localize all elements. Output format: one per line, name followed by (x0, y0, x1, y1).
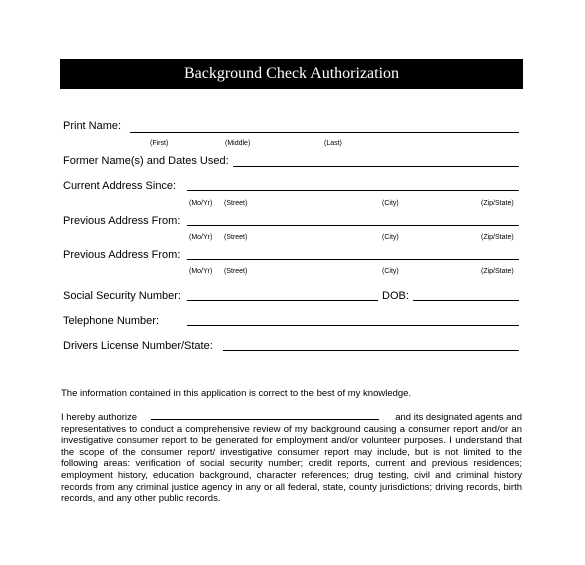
telephone-field[interactable] (187, 325, 519, 326)
first-caption: (First) (150, 140, 169, 147)
form-title: Background Check Authorization (183, 65, 400, 82)
print-name-field[interactable] (130, 132, 519, 133)
current-address-field[interactable] (187, 190, 519, 191)
dob-field[interactable] (413, 300, 519, 301)
telephone-label: Telephone Number: (63, 315, 160, 327)
accuracy-statement: The information contained in this application is correct to the best of my knowledge. (61, 388, 412, 399)
last-caption: (Last) (324, 140, 342, 147)
previous-address-2-field[interactable] (187, 259, 519, 260)
street-caption: (Street) (224, 268, 248, 275)
street-caption: (Street) (224, 200, 248, 207)
street-caption: (Street) (224, 234, 248, 241)
mo-yr-caption: (Mo/Yr) (189, 234, 213, 241)
zip-state-caption: (Zip/State) (481, 268, 514, 275)
authorization-prefix: I hereby authorize (61, 412, 138, 423)
authorization-first-line (61, 410, 522, 424)
zip-state-caption: (Zip/State) (481, 234, 514, 241)
ssn-label: Social Security Number: (63, 290, 181, 302)
mo-yr-caption: (Mo/Yr) (189, 200, 213, 207)
previous-address-2-label: Previous Address From: (63, 249, 181, 261)
authorization-suffix: and its designated agents and (395, 412, 522, 423)
drivers-license-field[interactable] (223, 350, 519, 351)
current-address-label: Current Address Since: (63, 180, 177, 192)
authorization-paragraph (61, 410, 522, 505)
former-names-field[interactable] (233, 166, 519, 167)
previous-address-1-label: Previous Address From: (63, 215, 181, 227)
dob-label: DOB: (382, 290, 409, 302)
city-caption: (City) (382, 200, 399, 207)
print-name-label: Print Name: (63, 120, 122, 132)
ssn-field[interactable] (187, 300, 378, 301)
middle-caption: (Middle) (225, 140, 251, 147)
previous-address-1-field[interactable] (187, 225, 519, 226)
form-title-bar (60, 59, 523, 89)
city-caption: (City) (382, 234, 399, 241)
authorization-body: representatives to conduct a comprehensive review of my background causing a consumer report and/or an investigative consumer report to be generated for employment and/or volunteer purposes. I understand that the scope of the consumer report/ investigative consumer report may include, but is not limited to the following areas: verification of social security number; credit reports, current and previous residences; employment history, education background, character references; drug testing, civil and criminal history records from any criminal justice agency in any or all federal, state, county jurisdictions; driving records, birth records, and any other public records. (61, 423, 522, 505)
city-caption: (City) (382, 268, 399, 275)
drivers-license-label: Drivers License Number/State: (63, 340, 213, 352)
former-names-label: Former Name(s) and Dates Used: (63, 155, 229, 167)
authorized-party-field[interactable] (151, 410, 379, 420)
zip-state-caption: (Zip/State) (481, 200, 514, 207)
mo-yr-caption: (Mo/Yr) (189, 268, 213, 275)
